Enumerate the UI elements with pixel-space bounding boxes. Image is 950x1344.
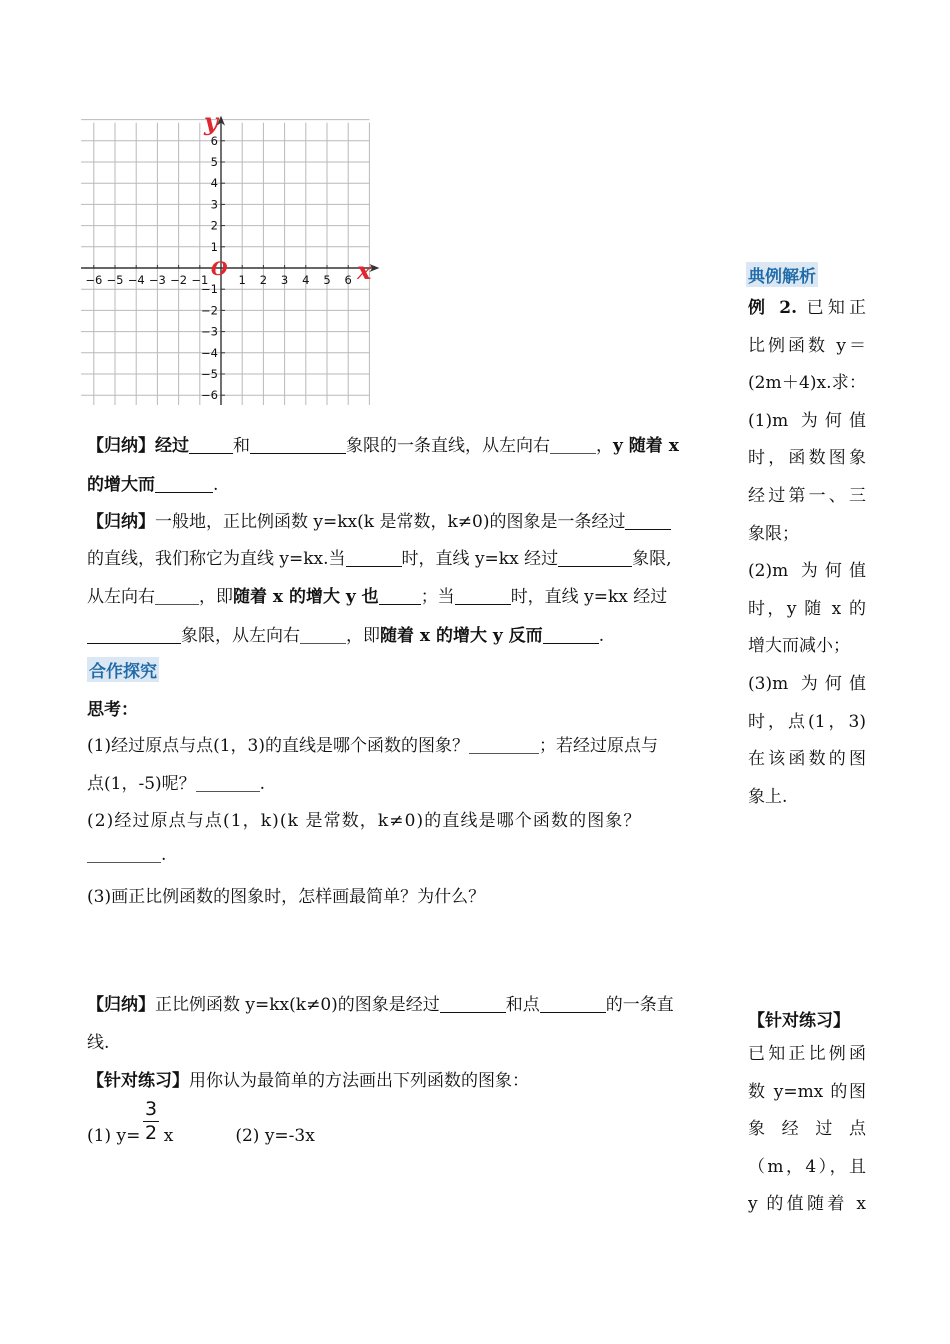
text: 用你认为最简单的方法画出下列函数的图象： [189, 1071, 529, 1091]
y-tick-label: 5 [210, 155, 218, 169]
summary3-label: 【归纳】 [87, 995, 155, 1015]
blank[interactable] [625, 528, 671, 530]
blank[interactable] [300, 642, 346, 644]
coop-section-title [87, 657, 159, 682]
example-title-text: 典例解析 [746, 262, 818, 287]
text: 一般地，正比例函数 y=kx(k 是常数，k≠0)的图象是一条经过 [155, 512, 626, 532]
question-1-line2 [87, 769, 265, 794]
text: ， [596, 436, 613, 456]
question-2-line1: (2)经过原点与点(1，k)(k 是常数，k≠0)的直线是哪个函数的图象？ [87, 811, 642, 831]
text: 时，直线 y=kx 经过 [510, 587, 668, 607]
coordinate-grid [80, 110, 380, 405]
blank[interactable] [455, 603, 511, 605]
x-axis-label: x [357, 256, 372, 285]
text: ，即 [346, 626, 380, 646]
sidebar-practice-line: 数 y=mx 的图 [748, 1081, 866, 1102]
sidebar-example-line: 经过第一、三 [748, 485, 866, 506]
blank[interactable] [250, 452, 346, 454]
example-title [746, 262, 818, 287]
sidebar-practice-line: 象经过点 [748, 1119, 866, 1140]
blank[interactable] [155, 603, 199, 605]
y-tick-label: 2 [210, 218, 218, 233]
axes [81, 116, 379, 405]
text: ，即 [199, 587, 233, 607]
blank[interactable] [346, 565, 402, 567]
y-tick-label: 4 [210, 176, 218, 191]
summary2-line4 [87, 621, 604, 646]
text: ；若经过原点与 [538, 736, 658, 756]
y-tick-label: −2 [201, 303, 218, 318]
summary2-label: 【归纳】 [87, 512, 155, 532]
blank[interactable] [440, 1011, 506, 1013]
text: 的一条直 [605, 995, 674, 1015]
sidebar-example-line: (1)m 为何值 [748, 410, 866, 431]
sidebar-example-line: 时，点(1，3) [748, 711, 866, 732]
text: 的增大而 [87, 475, 155, 495]
blank[interactable] [543, 642, 599, 644]
blank[interactable] [558, 565, 632, 567]
x-tick-label: 5 [323, 273, 331, 287]
origin-label: O [211, 258, 228, 280]
y-tick-label: −3 [201, 324, 218, 339]
blank[interactable] [379, 603, 421, 605]
x-tick-label: −1 [191, 273, 209, 287]
summary3-line2: 线. [87, 1033, 110, 1053]
question-2-line2 [87, 845, 166, 865]
text: . [598, 626, 605, 646]
summary2-line3 [87, 582, 667, 607]
x-tick-label: 3 [280, 273, 289, 287]
item2: (2) y=-3x [235, 1126, 315, 1146]
y-tick-label: 3 [210, 197, 218, 212]
summary1-label: 【归纳】经过 [87, 436, 189, 456]
text: 和点 [505, 995, 540, 1015]
blank[interactable] [196, 790, 260, 792]
text: 时，直线 y=kx 经过 [401, 549, 559, 569]
y-axis-label: y [204, 110, 218, 136]
y-tick-label: −5 [201, 367, 218, 381]
text: y 随着 x [613, 436, 679, 456]
text: 从左向右 [87, 587, 155, 607]
text: . [213, 475, 219, 495]
text: ；当 [420, 587, 455, 607]
coop-title: 合作探究 [87, 657, 159, 682]
summary3-line1 [87, 990, 674, 1015]
sidebar-practice-line: y 的值随着 x [748, 1194, 866, 1215]
sidebar-example-line: 增大而减小； [748, 636, 850, 657]
x-tick-label: −4 [127, 273, 145, 287]
x-tick-label: 6 [344, 273, 352, 287]
y-tick-label: −1 [201, 282, 218, 297]
sidebar-example-line: 例 2. 已知正 [748, 298, 867, 318]
x-tick-label: 2 [259, 273, 268, 287]
question-3: (3)画正比例函数的图象时，怎样画最简单？为什么？ [87, 887, 486, 907]
practice-items [87, 1126, 315, 1146]
think-label: 思考： [87, 700, 138, 720]
question-1-line1 [87, 731, 658, 756]
text: 和 [233, 436, 250, 456]
text: 的直线，我们称它为直线 y=kx.当 [87, 549, 346, 569]
blank[interactable] [87, 642, 181, 644]
sidebar-example-line: 象上. [748, 786, 788, 807]
text: 象限，从左向右 [181, 626, 300, 646]
text: 随着 x 的增大 y 反而 [380, 626, 543, 646]
text: . [161, 845, 167, 865]
sidebar-example-line: 比例函数 y＝ [748, 335, 866, 356]
example-2 [748, 290, 866, 816]
text: 象限, [632, 549, 672, 569]
y-tick-label: 1 [210, 239, 218, 254]
item1-suffix: x [158, 1126, 174, 1146]
summary1-line2 [87, 470, 218, 495]
blank[interactable] [469, 752, 539, 754]
blank[interactable] [87, 861, 161, 863]
practice-line [87, 1066, 529, 1091]
sidebar-example-line: 时，y 随 x 的 [748, 598, 866, 619]
x-tick-label: 1 [238, 273, 246, 287]
y-tick-label: −6 [201, 388, 218, 403]
text: 点(1，-5)呢？ [87, 774, 196, 794]
text: (1)经过原点与点(1，3)的直线是哪个函数的图象？ [87, 736, 469, 756]
item1-prefix: (1) y= [87, 1126, 141, 1146]
sidebar-example-line: (2m＋4)x.求： [748, 373, 866, 394]
blank[interactable] [189, 452, 233, 454]
x-tick-label: 4 [302, 273, 310, 287]
blank[interactable] [550, 452, 596, 454]
x-tick-label: −6 [85, 273, 103, 287]
sidebar-practice-line: （m，4），且 [748, 1156, 866, 1177]
sidebar-example-line: 象限； [748, 523, 799, 544]
x-tick-label: −5 [106, 273, 124, 287]
practice-label: 【针对练习】 [87, 1071, 189, 1091]
fraction-denominator: 2 [144, 1122, 158, 1144]
blank[interactable] [155, 491, 213, 493]
text: 象限的一条直线，从左向右 [346, 436, 550, 456]
summary2-line1 [87, 507, 671, 532]
sidebar-practice [748, 1036, 866, 1224]
y-tick-label: 6 [210, 133, 218, 148]
y-tick-label: −4 [201, 345, 218, 360]
x-tick-label: −2 [170, 273, 188, 287]
sidebar-example-line: (3)m 为何值 [748, 673, 866, 694]
summary2-line2 [87, 544, 672, 569]
sidebar-example-line: (2)m 为何值 [748, 561, 866, 582]
text: 随着 x 的增大 y 也 [233, 587, 379, 607]
sidebar-practice-line: 已知正比例函 [748, 1044, 866, 1064]
blank[interactable] [540, 1011, 606, 1013]
fraction-numerator: 3 [144, 1098, 158, 1120]
sidebar-practice-title: 【针对练习】 [748, 1011, 850, 1031]
text: 正比例函数 y=kx(k≠0)的图象是经过 [155, 995, 440, 1015]
text: . [259, 774, 266, 794]
sidebar-example-line: 在该函数的图 [748, 749, 866, 770]
sidebar-example-line: 时，函数图象 [748, 448, 866, 469]
x-tick-label: −3 [148, 273, 166, 287]
summary1-line1 [87, 431, 679, 456]
